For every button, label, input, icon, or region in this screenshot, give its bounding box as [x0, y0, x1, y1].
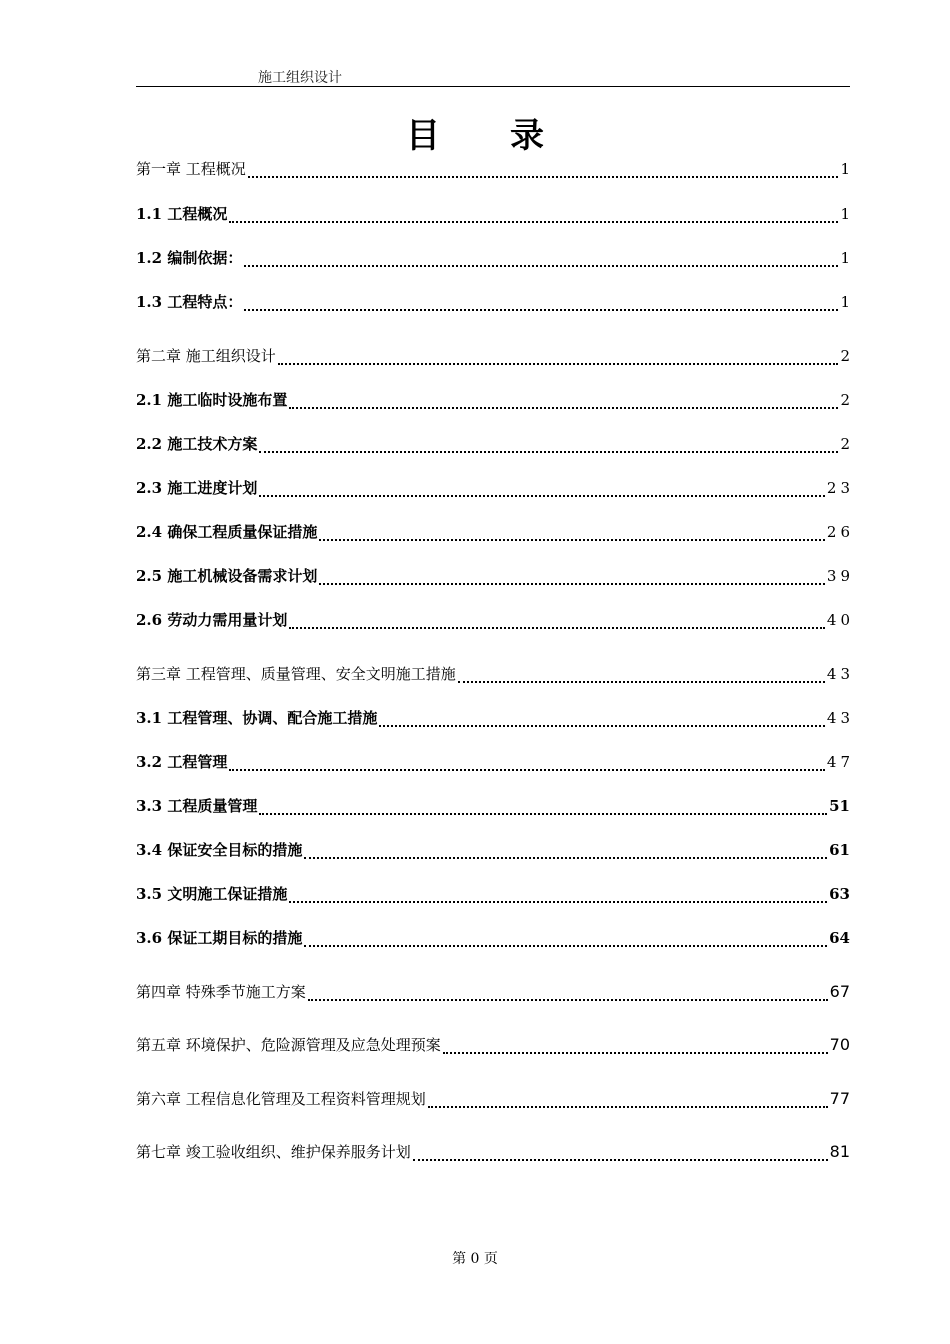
toc-entry-label: 3.4 保证安全目标的措施 — [136, 841, 303, 859]
dot-leader — [308, 999, 828, 1001]
toc-entry-label: 3.5 文明施工保证措施 — [136, 885, 288, 903]
toc-entry[interactable] — [136, 1141, 850, 1165]
toc-entry-label: 3.2 工程管理 — [136, 753, 228, 771]
toc-entry-label: 3.1 工程管理、协调、配合施工措施 — [136, 709, 378, 727]
dot-leader — [259, 813, 827, 815]
toc-page-number: 70 — [829, 1035, 850, 1054]
toc-entry-label: 2.3 施工进度计划 — [136, 479, 258, 497]
toc-entry-label: 1.1 工程概况 — [136, 205, 228, 223]
dot-leader — [304, 945, 827, 947]
toc-entry[interactable] — [136, 389, 854, 413]
toc-page-number: 26 — [826, 523, 854, 541]
toc-entry[interactable] — [136, 565, 854, 589]
toc-entry-label: 3.6 保证工期目标的措施 — [136, 929, 303, 947]
toc-entry-label: 2.6 劳动力需用量计划 — [136, 611, 288, 629]
toc-page-number: 64 — [829, 929, 850, 947]
toc-entry[interactable] — [136, 883, 850, 907]
toc-entry[interactable] — [136, 203, 854, 227]
toc-entry[interactable] — [136, 795, 850, 819]
toc-page-number: 1 — [840, 205, 854, 223]
toc-entry-label: 2.5 施工机械设备需求计划 — [136, 567, 318, 585]
dot-leader — [413, 1159, 828, 1161]
dot-leader — [244, 309, 838, 311]
toc-entry-label: 1.2 编制依据： — [136, 249, 243, 267]
toc-page-number: 39 — [826, 567, 854, 585]
toc-entry[interactable] — [136, 839, 850, 863]
dot-leader — [229, 221, 838, 223]
toc-entry[interactable] — [136, 345, 854, 369]
dot-leader — [304, 857, 827, 859]
dot-leader — [289, 901, 827, 903]
dot-leader — [319, 539, 825, 541]
toc-page-number: 43 — [826, 709, 854, 727]
toc-page-number: 63 — [829, 885, 850, 903]
toc-entry[interactable] — [136, 663, 854, 687]
dot-leader — [458, 681, 825, 683]
toc-entry[interactable] — [136, 433, 854, 457]
dot-leader — [319, 583, 825, 585]
toc-entry-label: 2.1 施工临时设施布置 — [136, 391, 288, 409]
dot-leader — [428, 1106, 828, 1108]
toc-page-number: 81 — [829, 1142, 850, 1161]
toc-entry[interactable] — [136, 1088, 850, 1112]
toc-entry[interactable] — [136, 247, 854, 271]
toc-page-number: 2 — [840, 391, 854, 409]
toc-entry[interactable] — [136, 291, 854, 315]
toc-entry-label: 2.2 施工技术方案 — [136, 435, 258, 453]
toc-entry[interactable] — [136, 609, 854, 633]
toc-page-number: 47 — [826, 753, 854, 771]
toc-entry-label: 第三章 工程管理、质量管理、安全文明施工措施 — [136, 665, 456, 683]
toc-entry-label: 第六章 工程信息化管理及工程资料管理规划 — [136, 1090, 426, 1108]
toc-entry-label: 第四章 特殊季节施工方案 — [136, 983, 306, 1001]
toc-entry-label: 第五章 环境保护、危险源管理及应急处理预案 — [136, 1036, 441, 1054]
dot-leader — [244, 265, 838, 267]
dot-leader — [289, 627, 825, 629]
toc-entry[interactable] — [136, 158, 854, 182]
toc-page-number: 40 — [826, 611, 854, 629]
toc-page-number: 2 — [840, 347, 854, 365]
toc-page-number: 1 — [840, 249, 854, 267]
toc-page-number: 23 — [826, 479, 854, 497]
toc-entry[interactable] — [136, 927, 850, 951]
toc-entry-label: 3.3 工程质量管理 — [136, 797, 258, 815]
toc-page-number: 1 — [840, 160, 854, 178]
page-footer-number: 第 0 页 — [452, 1251, 498, 1267]
toc-page-number: 77 — [829, 1089, 850, 1108]
running-header: 施工组织设计 — [258, 70, 342, 86]
toc-entry-label: 第一章 工程概况 — [136, 160, 246, 178]
dot-leader — [248, 176, 839, 178]
toc-page-number: 43 — [826, 665, 854, 683]
toc-entry-label: 第七章 竣工验收组织、维护保养服务计划 — [136, 1143, 411, 1161]
toc-page-number: 61 — [829, 841, 850, 859]
page-title: 目录 — [406, 116, 614, 156]
toc-entry[interactable] — [136, 707, 854, 731]
dot-leader — [379, 725, 825, 727]
toc-entry[interactable] — [136, 751, 854, 775]
toc-entry[interactable] — [136, 521, 854, 545]
dot-leader — [259, 495, 825, 497]
header-rule — [136, 86, 850, 87]
toc-entry-label: 2.4 确保工程质量保证措施 — [136, 523, 318, 541]
dot-leader — [289, 407, 838, 409]
dot-leader — [443, 1052, 828, 1054]
toc-page-number: 67 — [829, 982, 850, 1001]
dot-leader — [259, 451, 838, 453]
toc-page-number: 51 — [829, 797, 850, 815]
toc-page-number: 1 — [840, 293, 854, 311]
toc-entry-label: 1.3 工程特点： — [136, 293, 243, 311]
toc-entry[interactable] — [136, 981, 850, 1005]
dot-leader — [278, 363, 839, 365]
dot-leader — [229, 769, 825, 771]
toc-entry[interactable] — [136, 1034, 850, 1058]
toc-entry[interactable] — [136, 477, 854, 501]
toc-page-number: 2 — [840, 435, 854, 453]
toc-entry-label: 第二章 施工组织设计 — [136, 347, 276, 365]
